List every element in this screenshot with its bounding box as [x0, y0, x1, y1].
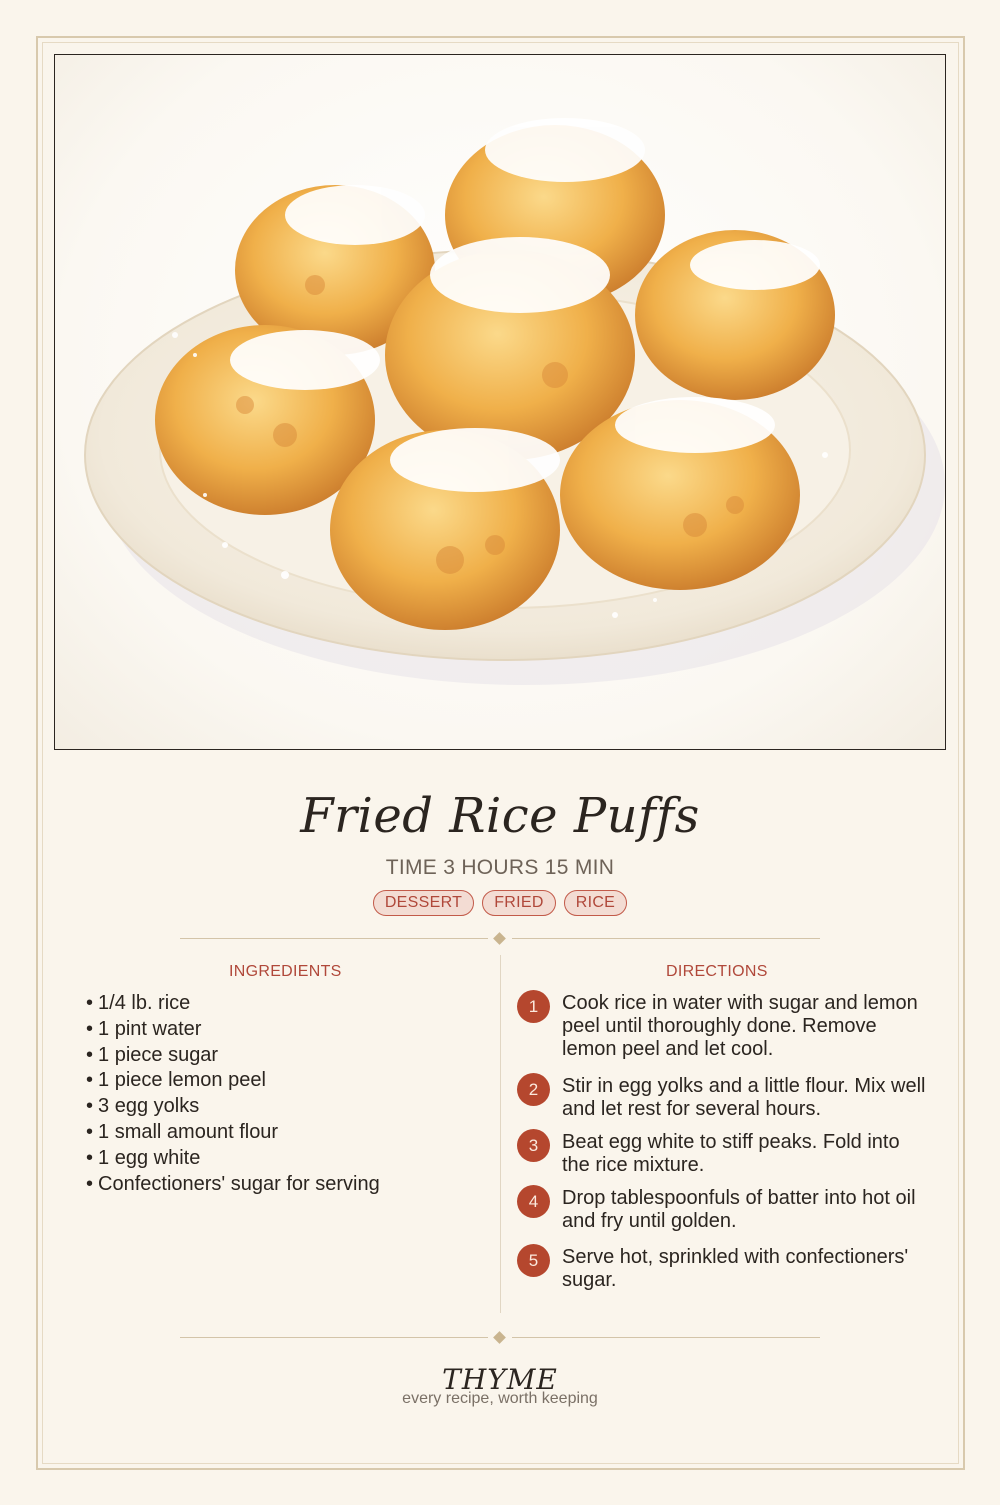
ingredient-item: • 1 egg white — [86, 1146, 380, 1172]
ingredient-item: • 1 piece sugar — [86, 1043, 380, 1069]
step-text: Drop tablespoonfuls of batter into hot oil and fry until golden. — [562, 1187, 916, 1232]
ingredient-item: • 1 piece lemon peel — [86, 1068, 380, 1094]
step-text: Serve hot, sprinkled with confectioners' sugar. — [562, 1246, 909, 1291]
tag-fried[interactable]: FRIED — [482, 890, 556, 916]
cook-time: TIME 3 HOURS 15 MIN — [385, 856, 615, 879]
recipe-title: Fried Rice Puffs — [300, 788, 700, 844]
ingredient-item: • 3 egg yolks — [86, 1094, 380, 1120]
directions-heading: DIRECTIONS — [666, 963, 768, 980]
step-number-badge: 3 — [517, 1129, 550, 1162]
ingredient-item: • Confectioners' sugar for serving — [86, 1172, 380, 1198]
step-number-badge: 5 — [517, 1244, 550, 1277]
ingredients-list — [86, 991, 380, 1197]
step-number-badge: 4 — [517, 1185, 550, 1218]
column-divider — [500, 955, 501, 1313]
step-text: Cook rice in water with sugar and lemon peel until thoroughly done. Remove lemon peel and let cool. — [562, 992, 918, 1060]
brand-tagline: every recipe, worth keeping — [402, 1390, 598, 1407]
diamond-ornament-icon — [493, 932, 506, 945]
ingredient-item: • 1/4 lb. rice — [86, 991, 380, 1017]
tag-rice[interactable]: RICE — [564, 890, 627, 916]
ingredient-item: • 1 small amount flour — [86, 1120, 380, 1146]
fried-rice-puffs-illustration — [55, 55, 946, 750]
brand-logo: THYME — [442, 1363, 558, 1396]
step-text: Stir in egg yolks and a little flour. Mix well and let rest for several hours. — [562, 1075, 926, 1120]
step-text: Beat egg white to stiff peaks. Fold into the rice mixture. — [562, 1131, 900, 1176]
ingredient-item: • 1 pint water — [86, 1017, 380, 1043]
step-number-badge: 2 — [517, 1073, 550, 1106]
diamond-ornament-icon — [493, 1331, 506, 1344]
recipe-photo — [54, 54, 946, 750]
step-number-badge: 1 — [517, 990, 550, 1023]
section-divider-bottom — [180, 1332, 820, 1344]
tag-dessert[interactable]: DESSERT — [373, 890, 474, 916]
section-divider-top — [180, 933, 820, 945]
ingredients-heading: INGREDIENTS — [229, 963, 342, 980]
tag-list — [0, 890, 1000, 916]
